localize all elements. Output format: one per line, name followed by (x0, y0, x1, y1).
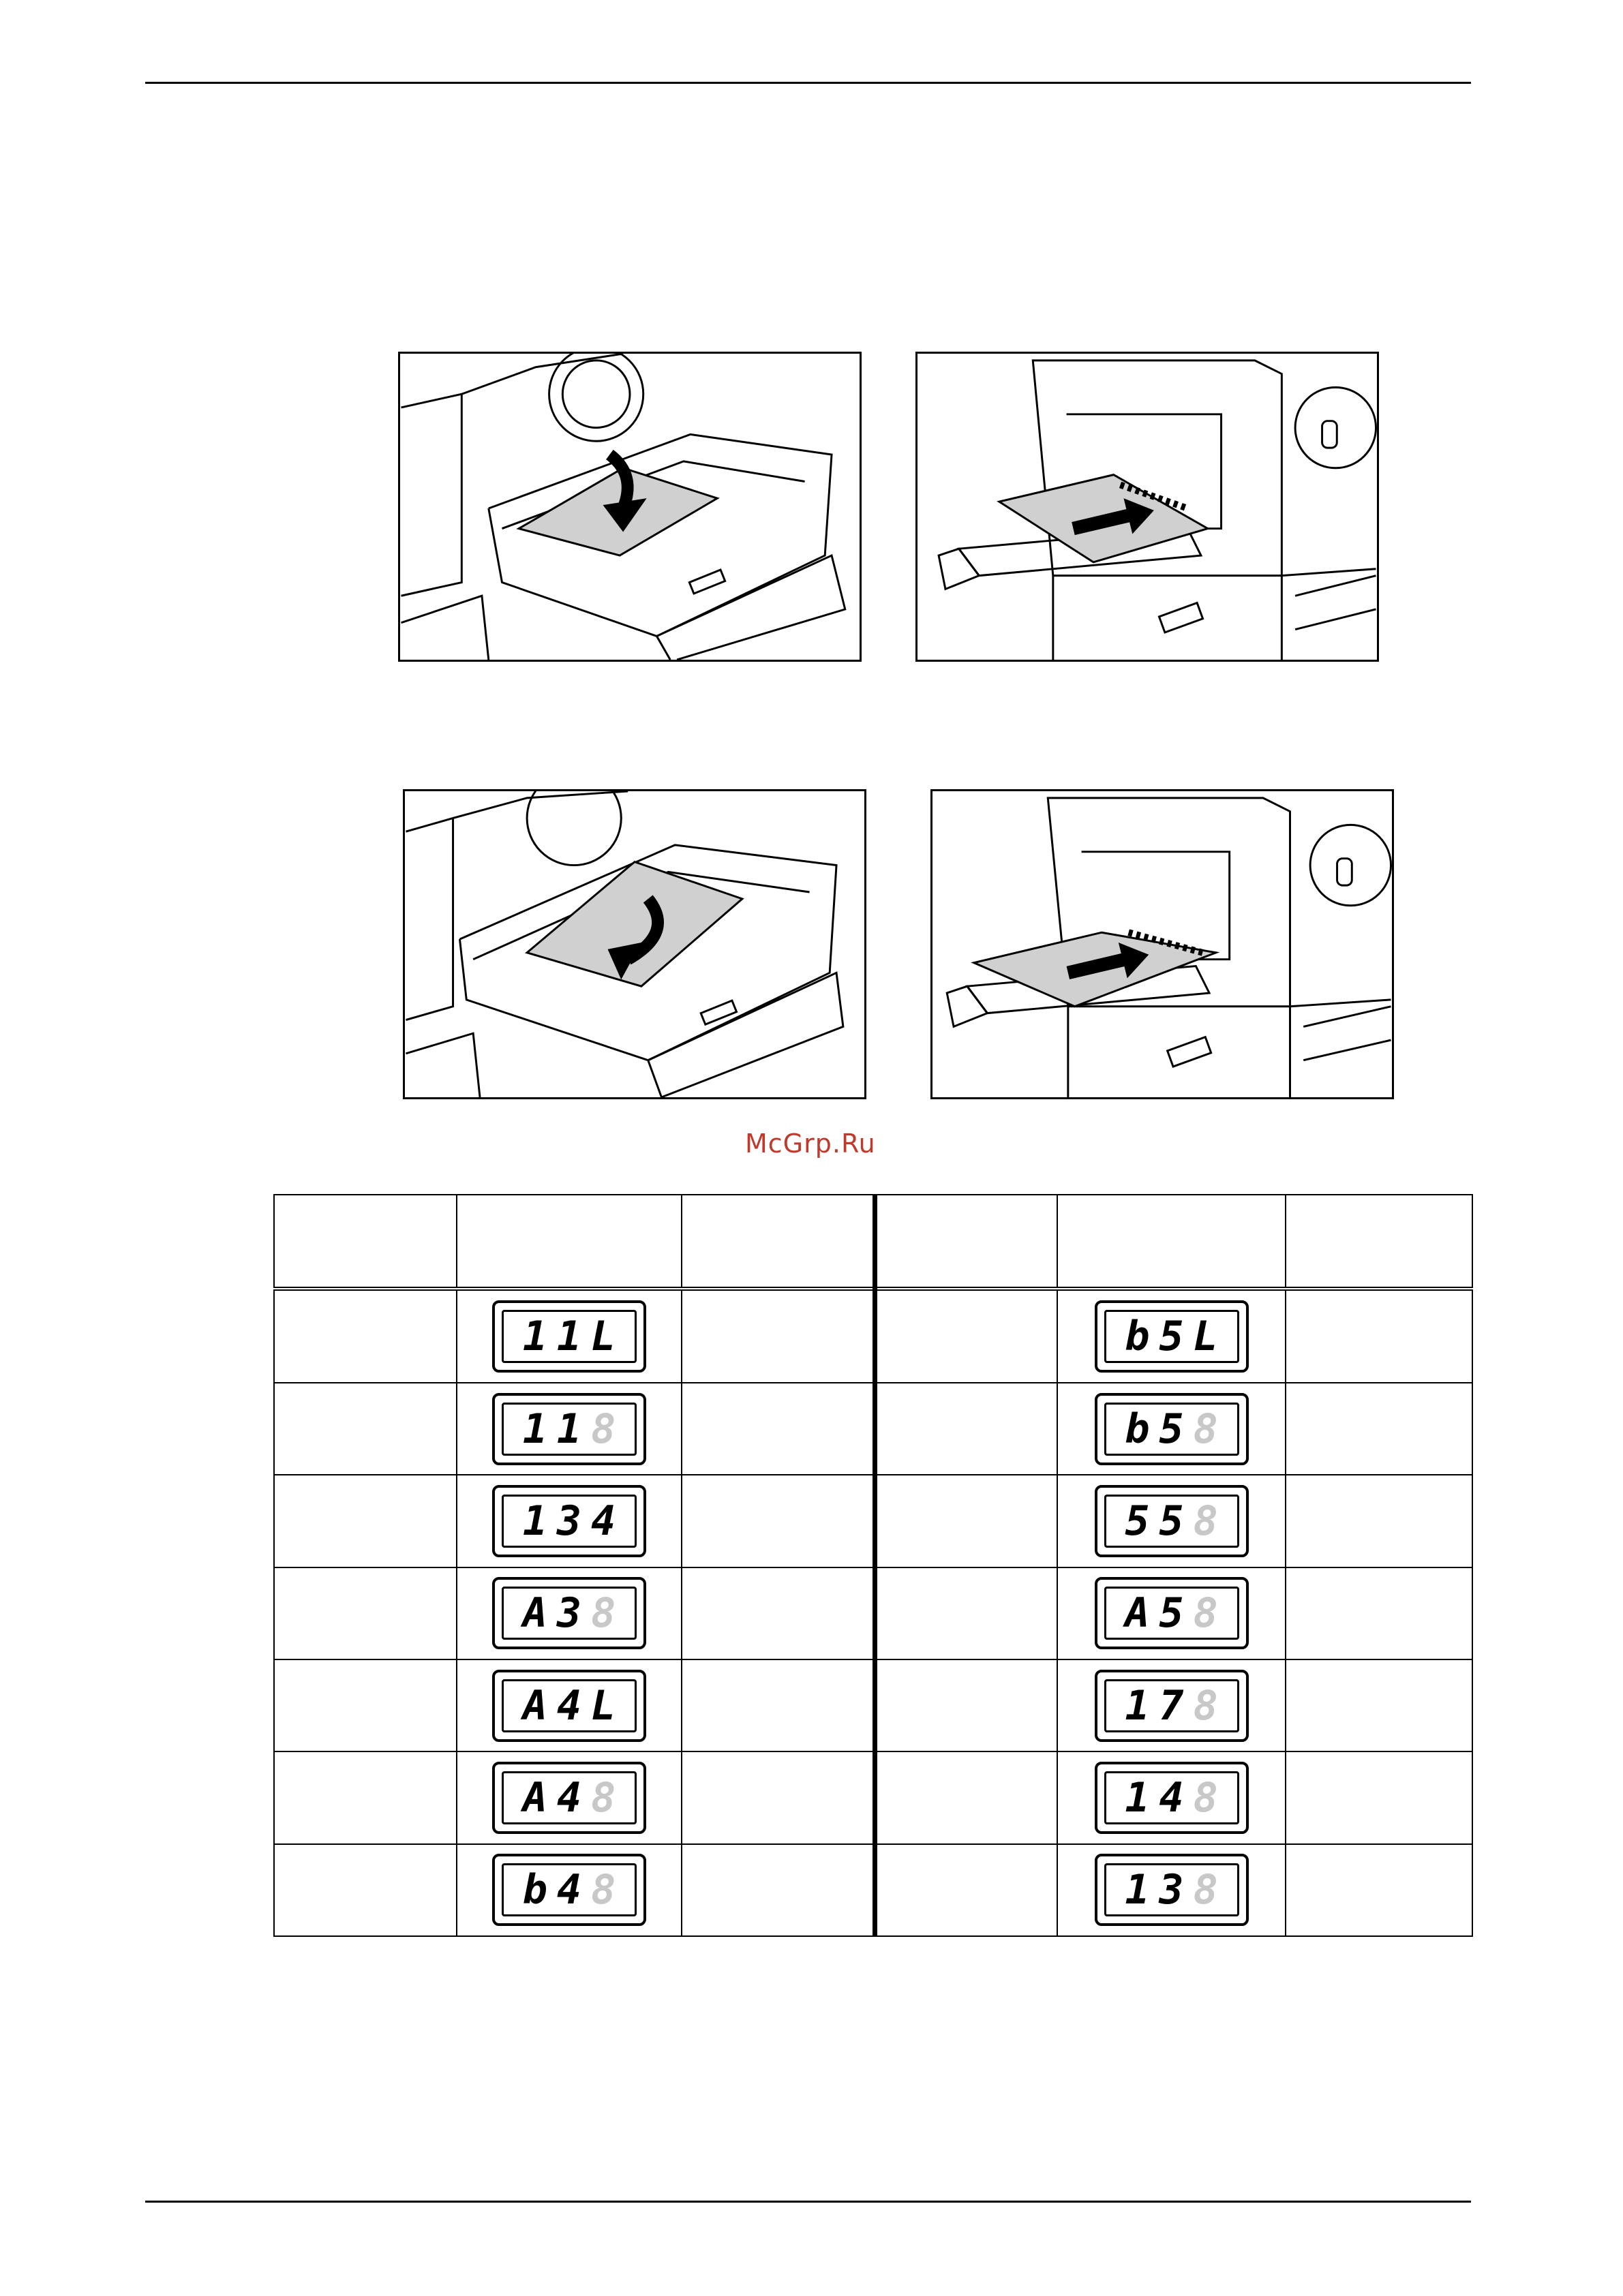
note-cell (1286, 1475, 1472, 1567)
size-name-cell (274, 1567, 457, 1659)
table-row (274, 1659, 1472, 1751)
size-name-cell (875, 1751, 1057, 1843)
display-cell (1057, 1751, 1286, 1843)
display-cell (457, 1475, 682, 1567)
bypass-load-illustration-2 (930, 789, 1394, 1099)
size-name-cell (274, 1659, 457, 1751)
lcd-display (492, 1393, 646, 1465)
size-name-cell (274, 1751, 457, 1843)
lcd-display (492, 1485, 646, 1557)
size-name-cell (875, 1567, 1057, 1659)
table-row (274, 1751, 1472, 1843)
lcd-value: 17 (1125, 1681, 1194, 1730)
display-cell (457, 1659, 682, 1751)
lcd-blank-digit: 8 (1193, 1589, 1228, 1638)
size-name-cell (875, 1289, 1057, 1383)
note-cell (682, 1659, 875, 1751)
lcd-display (1095, 1300, 1249, 1373)
display-cell (1057, 1844, 1286, 1936)
header-cell (457, 1195, 682, 1289)
table-row (274, 1475, 1472, 1567)
note-cell (1286, 1567, 1472, 1659)
table-row (274, 1289, 1472, 1383)
note-cell (682, 1475, 875, 1567)
paper-tray-drawing (400, 354, 860, 660)
lcd-display (1095, 1577, 1249, 1649)
display-cell (1057, 1475, 1286, 1567)
lcd-value: b4 (522, 1866, 592, 1914)
watermark: McGrp.Ru (745, 1129, 876, 1159)
paper-size-display-table (273, 1194, 1473, 1937)
bypass-tray-drawing (917, 354, 1377, 660)
lcd-value: A4L (522, 1681, 626, 1730)
note-cell (1286, 1383, 1472, 1475)
lcd-blank-digit: 8 (1193, 1681, 1228, 1730)
tray-load-illustration-2 (403, 789, 866, 1099)
lcd-value: 55 (1125, 1497, 1194, 1545)
size-name-cell (875, 1659, 1057, 1751)
lcd-display (1095, 1485, 1249, 1557)
lcd-blank-digit: 8 (1193, 1866, 1228, 1914)
header-cell (1286, 1195, 1472, 1289)
header-cell (1057, 1195, 1286, 1289)
lcd-display (1095, 1854, 1249, 1926)
note-cell (1286, 1289, 1472, 1383)
display-cell (457, 1844, 682, 1936)
lcd-blank-digit: 8 (591, 1405, 626, 1453)
display-cell (1057, 1659, 1286, 1751)
lcd-value: b5 (1125, 1405, 1194, 1453)
lcd-value: b5L (1125, 1312, 1228, 1360)
header-rule (145, 82, 1471, 84)
table-row (274, 1383, 1472, 1475)
bypass-load-illustration-1 (915, 352, 1379, 662)
note-cell (682, 1383, 875, 1475)
header-cell (682, 1195, 875, 1289)
size-name-cell (875, 1844, 1057, 1936)
lcd-blank-digit: 8 (1193, 1773, 1228, 1822)
size-name-cell (875, 1475, 1057, 1567)
lcd-display (492, 1854, 646, 1926)
lcd-value: A3 (522, 1589, 592, 1638)
lcd-blank-digit: 8 (591, 1773, 626, 1822)
lcd-value: A5 (1125, 1589, 1194, 1638)
tray-load-illustration-1 (398, 352, 862, 662)
note-cell (682, 1289, 875, 1383)
display-cell (1057, 1567, 1286, 1659)
note-cell (1286, 1751, 1472, 1843)
note-cell (682, 1751, 875, 1843)
size-name-cell (274, 1475, 457, 1567)
display-cell (1057, 1383, 1286, 1475)
note-cell (1286, 1844, 1472, 1936)
lcd-value: 11L (522, 1312, 626, 1360)
display-cell (457, 1567, 682, 1659)
lcd-display (1095, 1393, 1249, 1465)
size-name-cell (274, 1289, 457, 1383)
display-cell (1057, 1289, 1286, 1383)
note-cell (682, 1567, 875, 1659)
lcd-value: A4 (522, 1773, 592, 1822)
display-cell (457, 1289, 682, 1383)
header-cell (274, 1195, 457, 1289)
lcd-blank-digit: 8 (591, 1866, 626, 1914)
lcd-value: 11 (522, 1405, 592, 1453)
lcd-display (492, 1762, 646, 1834)
lcd-display (1095, 1670, 1249, 1742)
lcd-display (492, 1300, 646, 1373)
note-cell (682, 1844, 875, 1936)
lcd-blank-digit: 8 (1193, 1497, 1228, 1545)
lcd-blank-digit: 8 (1193, 1405, 1228, 1453)
size-name-cell (875, 1383, 1057, 1475)
lcd-display (492, 1670, 646, 1742)
display-cell (457, 1383, 682, 1475)
table-header-row (274, 1195, 1472, 1289)
lcd-display (492, 1577, 646, 1649)
table-row (274, 1567, 1472, 1659)
lcd-blank-digit: 8 (591, 1589, 626, 1638)
lcd-value: 14 (1125, 1773, 1194, 1822)
bypass-tray-drawing (932, 791, 1392, 1097)
lcd-value: 134 (522, 1497, 626, 1545)
footer-rule (145, 2201, 1471, 2203)
lcd-display (1095, 1762, 1249, 1834)
paper-tray-drawing (405, 791, 864, 1097)
display-cell (457, 1751, 682, 1843)
size-name-cell (274, 1383, 457, 1475)
size-name-cell (274, 1844, 457, 1936)
note-cell (1286, 1659, 1472, 1751)
lcd-value: 13 (1125, 1866, 1194, 1914)
table-row (274, 1844, 1472, 1936)
header-cell (875, 1195, 1057, 1289)
